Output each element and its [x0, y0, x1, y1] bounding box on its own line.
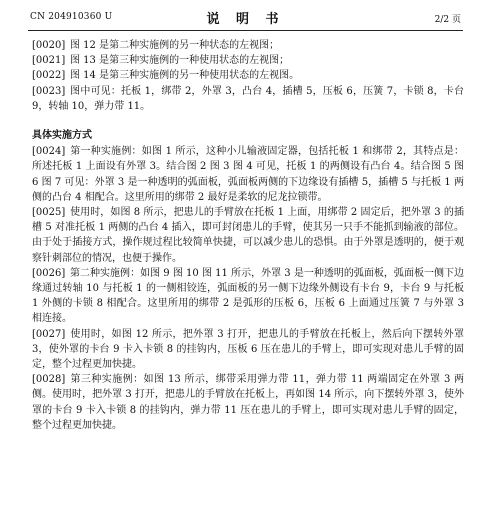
paragraph-text: 图 12 是第二种实施例的另一种状态的左视图；	[70, 40, 280, 51]
patent-number: CN 204910360 U	[30, 12, 113, 22]
paragraph-number: [0028]	[32, 374, 66, 386]
paragraph	[32, 84, 464, 114]
section-heading: 具体实施方式	[32, 130, 92, 142]
paragraph-number: [0025]	[32, 207, 66, 219]
paragraph-number: [0024]	[32, 146, 66, 158]
document-title: 说 明 书	[206, 12, 285, 27]
paragraph	[32, 38, 464, 53]
header-rule	[28, 30, 463, 31]
paragraph	[32, 327, 464, 373]
section-spacer	[32, 114, 464, 128]
paragraph-number: [0021]	[32, 55, 66, 67]
paragraph	[32, 144, 464, 205]
paragraph-number: [0020]	[32, 40, 66, 51]
document-body	[32, 38, 464, 433]
paragraph-text: 图 14 是第三种实施例的另一种使用状态的左视图。	[70, 70, 300, 82]
paragraph-text: 第三种实施例：如图 13 所示，绑带采用弹力带 11，弹力带 11 两端固定在外罩 3 两侧。使用时，把外罩 3 打开，把患儿的手臂放在托板上，再如图 14 所示，向下摆转外罩 3，使外罩的卡台 9 卡入卡锁 8 的挂钩内，弹力带 11 压在患儿的手臂上，即可实现对患儿手臂的固定，整个过程更加快捷。	[32, 374, 464, 431]
paragraph-text: 第二种实施例：如图 9 图 10 图 11 所示，外罩 3 是一种透明的弧面板，弧面板一侧下边缘通过转轴 10 与托板 1 的一侧相铰连，弧面板的另一侧下边缘外侧设有卡台 9，卡台 9 与托板 1 外侧的卡锁 8 相配合。这里所用的绑带 2 是弧形的压板 6，压板 6 上面通过压簧 7 与外罩 3 相连接。	[32, 267, 464, 325]
paragraph-number: [0022]	[32, 70, 66, 82]
page-number: 2/2 页	[434, 15, 461, 25]
paragraph-text: 第一种实施例：如图 1 所示，这种小儿输液固定器，包括托板 1 和绑带 2，其特点是：所述托板 1 上面设有外罩 3。结合图 2 图 3 图 4 可见，托板 1 的两侧设有凸台 4。结合图 5 图 6 图 7 可见：外罩 3 是一种透明的弧面板，弧面板两侧的下边缘设有插槽 5，插槽 5 与托板 1 两侧的凸台 4 相配合。这里所用的绑带 2 最好是柔软的尼龙拉锁带。	[32, 146, 464, 203]
paragraph-text: 图中可见：托板 1，绑带 2，外罩 3，凸台 4，插槽 5，压板 6，压簧 7，卡锁 8，卡台 9，转轴 10，弹力带 11。	[32, 85, 464, 112]
paragraph	[32, 68, 464, 83]
paragraph	[32, 53, 464, 68]
paragraph-text: 图 13 是第三种实施例的一种使用状态的左视图；	[70, 55, 290, 67]
paragraph	[32, 372, 464, 433]
paragraph-number: [0026]	[32, 267, 66, 279]
paragraph-number: [0023]	[32, 85, 66, 97]
paragraph	[32, 205, 464, 266]
paragraph-text: 使用时，如图 8 所示，把患儿的手臂放在托板 1 上面，用绑带 2 固定后，把外罩 3 的插槽 5 对准托板 1 两侧的凸台 4 插入，即可封闭患儿的手臂，使其另一只手不能抓到输液的部位。由于处于插接方式，操作规过程比较简单快捷，可以减少患儿的恐惧。由于外罩是透明的，便于观察针刺部位的情况，也便于操作。	[32, 207, 464, 264]
paragraph-number: [0027]	[32, 328, 66, 340]
paragraph	[32, 266, 464, 327]
paragraph-text: 使用时，如图 12 所示，把外罩 3 打开，把患儿的手臂放在托板上，然后向下摆转外罩 3，使外罩的卡台 9 卡入卡锁 8 的挂钩内，压板 6 压在患儿的手臂上，即可实现对患儿手臂的固定，整个过程更加快捷。	[32, 328, 464, 371]
